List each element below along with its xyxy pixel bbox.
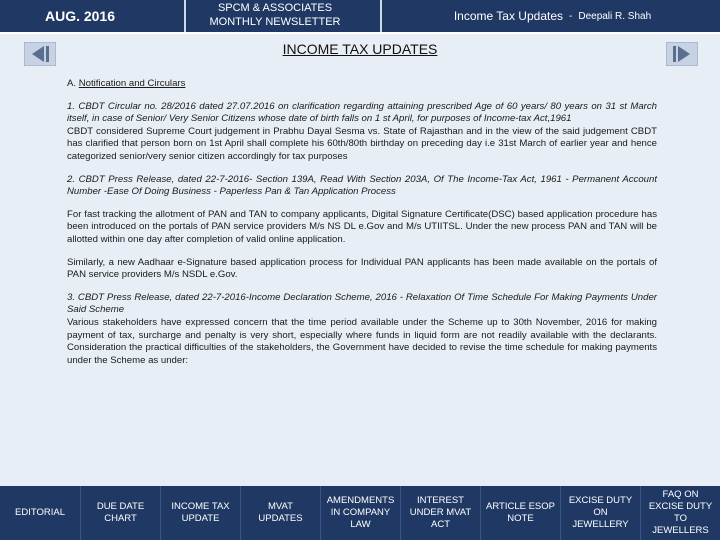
article-body xyxy=(67,78,657,367)
header-divider xyxy=(380,0,382,32)
header-divider xyxy=(184,0,186,32)
tab-interest-mvat[interactable]: INTEREST UNDER MVAT ACT xyxy=(400,486,480,540)
title-separator: - xyxy=(569,10,573,22)
tab-amendments-company-law[interactable]: AMENDMENTS IN COMPANY LAW xyxy=(320,486,400,540)
tab-editorial[interactable]: EDITORIAL xyxy=(15,507,65,518)
tab-article-esop[interactable]: ARTICLE ESOP NOTE xyxy=(480,486,560,540)
tab-income-tax-update[interactable]: INCOME TAX UPDATE xyxy=(160,486,240,540)
item-3-title: 3. CBDT Press Release, dated 22-7-2016-Income Declaration Scheme, 2016 - Relaxation Of Time Schedule For Making Payments Under Said Scheme xyxy=(67,291,657,316)
tab-faq-excise[interactable]: FAQ ON EXCISE DUTY TO JEWELLERS xyxy=(640,486,720,540)
section-label: A. xyxy=(67,78,77,89)
tab-mvat-updates[interactable]: MVAT UPDATES xyxy=(240,486,320,540)
page-title: INCOME TAX UPDATES xyxy=(282,41,438,57)
author-name: Deepali R. Shah xyxy=(578,10,652,22)
item-1-body: CBDT considered Supreme Court judgement in Prabhu Dayal Sesma vs. State of Rajasthan and in the view of the said judgement CBDT has clarified that person born on 1st April shall complete his 60th/80th birthday on preceding day i.e 31st March of earlier year and hence categorized senior/very senior citizen accordingly for tax purposes xyxy=(67,125,657,162)
header-bar xyxy=(0,0,720,32)
item-3-body: Various stakeholders have expressed concern that the time period available under the Scheme up to 30th November, 2016 for making payment of tax, surcharge and penalty is very short, especially where funds in liquid form are not readily available with the declarants. Consideration the practical difficulties of the stakeholders, the Government have decided to revise the time schedule for making payments under the Scheme as under: xyxy=(67,316,657,366)
item-2-title: 2. CBDT Press Release, dated 22-7-2016- Section 139A, Read With Section 203A, Of The Income-Tax Act, 1961 - Permanent Account Number -Ease Of Doing Business - Paperless Pan & Tan Application Process xyxy=(67,173,657,198)
issue-date: AUG. 2016 xyxy=(44,8,116,24)
bottom-nav xyxy=(0,486,720,540)
tab-due-date-chart[interactable]: DUE DATE CHART xyxy=(80,486,160,540)
section-title-text: Income Tax Updates xyxy=(453,9,563,23)
firm-name: SPCM & ASSOCIATES MONTHLY NEWSLETTER xyxy=(209,2,341,28)
section-title-a: Notification and Circulars xyxy=(78,78,186,89)
tab-excise-jewellery[interactable]: EXCISE DUTY ON JEWELLERY xyxy=(560,486,640,540)
item-2-body-1: For fast tracking the allotment of PAN and TAN to company applicants, Digital Signature Certificate(DSC) based application procedure has been introduced on the portals of PAN service providers M/s NS DL e.Gov and M/s UTIITSL. Under the new process PAN and TAN will be allotted within one day after completion of valid online application. xyxy=(67,208,657,245)
section-title xyxy=(385,0,720,32)
item-1-title: 1. CBDT Circular no. 28/2016 dated 27.07.2016 on clarification regarding attaining prescribed Age of 60 years/ 80 years on 31 st March itself, in case of Senior/ Very Senior Citizens whose date of birth falls on 1 st April, for purposes of Income-tax Act,1961 xyxy=(67,100,657,125)
item-2-body-2: Similarly, a new Aadhaar e-Signature based application process for Individual PAN applicants has been made available on the portals of PAN service providers M/s NSDL e.Gov. xyxy=(67,256,657,281)
section-heading xyxy=(67,78,657,91)
